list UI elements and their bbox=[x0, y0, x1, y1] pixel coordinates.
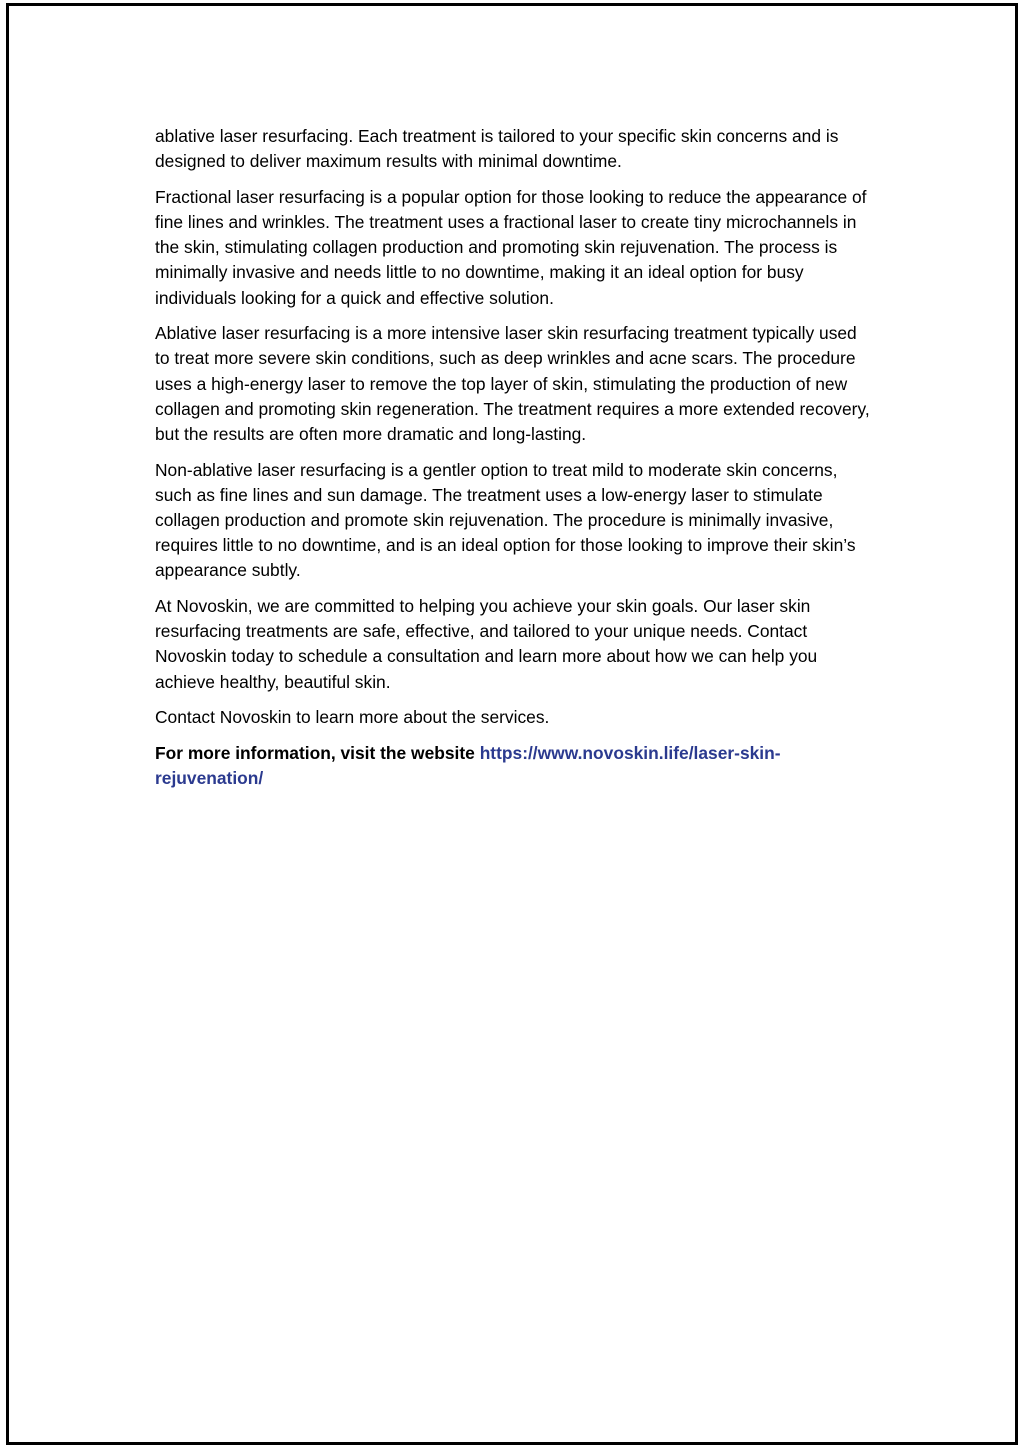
website-link[interactable]: https://www.novoskin.life/laser-skin-rejuvenation/ bbox=[155, 742, 781, 789]
paragraph-novoskin-commitment: At Novoskin, we are committed to helping you achieve your skin goals. Our laser skin resurfacing treatments are safe, effective, and tailored to your unique needs. Contact Novoskin today to schedule a consultation and learn more about how we can help you achieve healthy, beautiful skin. bbox=[155, 596, 818, 692]
paragraph-intro-continuation: ablative laser resurfacing. Each treatment is tailored to your specific skin concerns and is designed to deliver maximum results with minimal downtime. bbox=[155, 126, 839, 172]
paragraph-non-ablative-laser: Non-ablative laser resurfacing is a gentler option to treat mild to moderate skin concerns, such as fine lines and sun damage. The treatment uses a low-energy laser to stimulate collagen production and promote skin rejuvenation. The procedure is minimally invasive, requires little to no downtime, and is an ideal option for those looking to improve their skin’s appearance subtly. bbox=[155, 459, 856, 581]
more-info-line bbox=[155, 741, 871, 791]
paragraph-fractional-laser: Fractional laser resurfacing is a popular option for those looking to reduce the appearance of fine lines and wrinkles. The treatment uses a fractional laser to create tiny microchannels in the skin, stimulating collagen production and promoting skin rejuvenation. The process is minimally invasive and needs little to no downtime, making it an ideal option for busy individuals looking for a quick and effective solution. bbox=[155, 186, 867, 308]
more-info-label: For more information, visit the website bbox=[155, 742, 480, 763]
document-body bbox=[155, 124, 871, 802]
paragraph-ablative-laser: Ablative laser resurfacing is a more intensive laser skin resurfacing treatment typically used to treat more severe skin conditions, such as deep wrinkles and acne scars. The procedure uses a high-energy laser to remove the top layer of skin, stimulating the production of new collagen and promoting skin regeneration. The treatment requires a more extended recovery, but the results are often more dramatic and long-lasting. bbox=[155, 323, 870, 445]
paragraph-contact: Contact Novoskin to learn more about the services. bbox=[155, 707, 550, 728]
